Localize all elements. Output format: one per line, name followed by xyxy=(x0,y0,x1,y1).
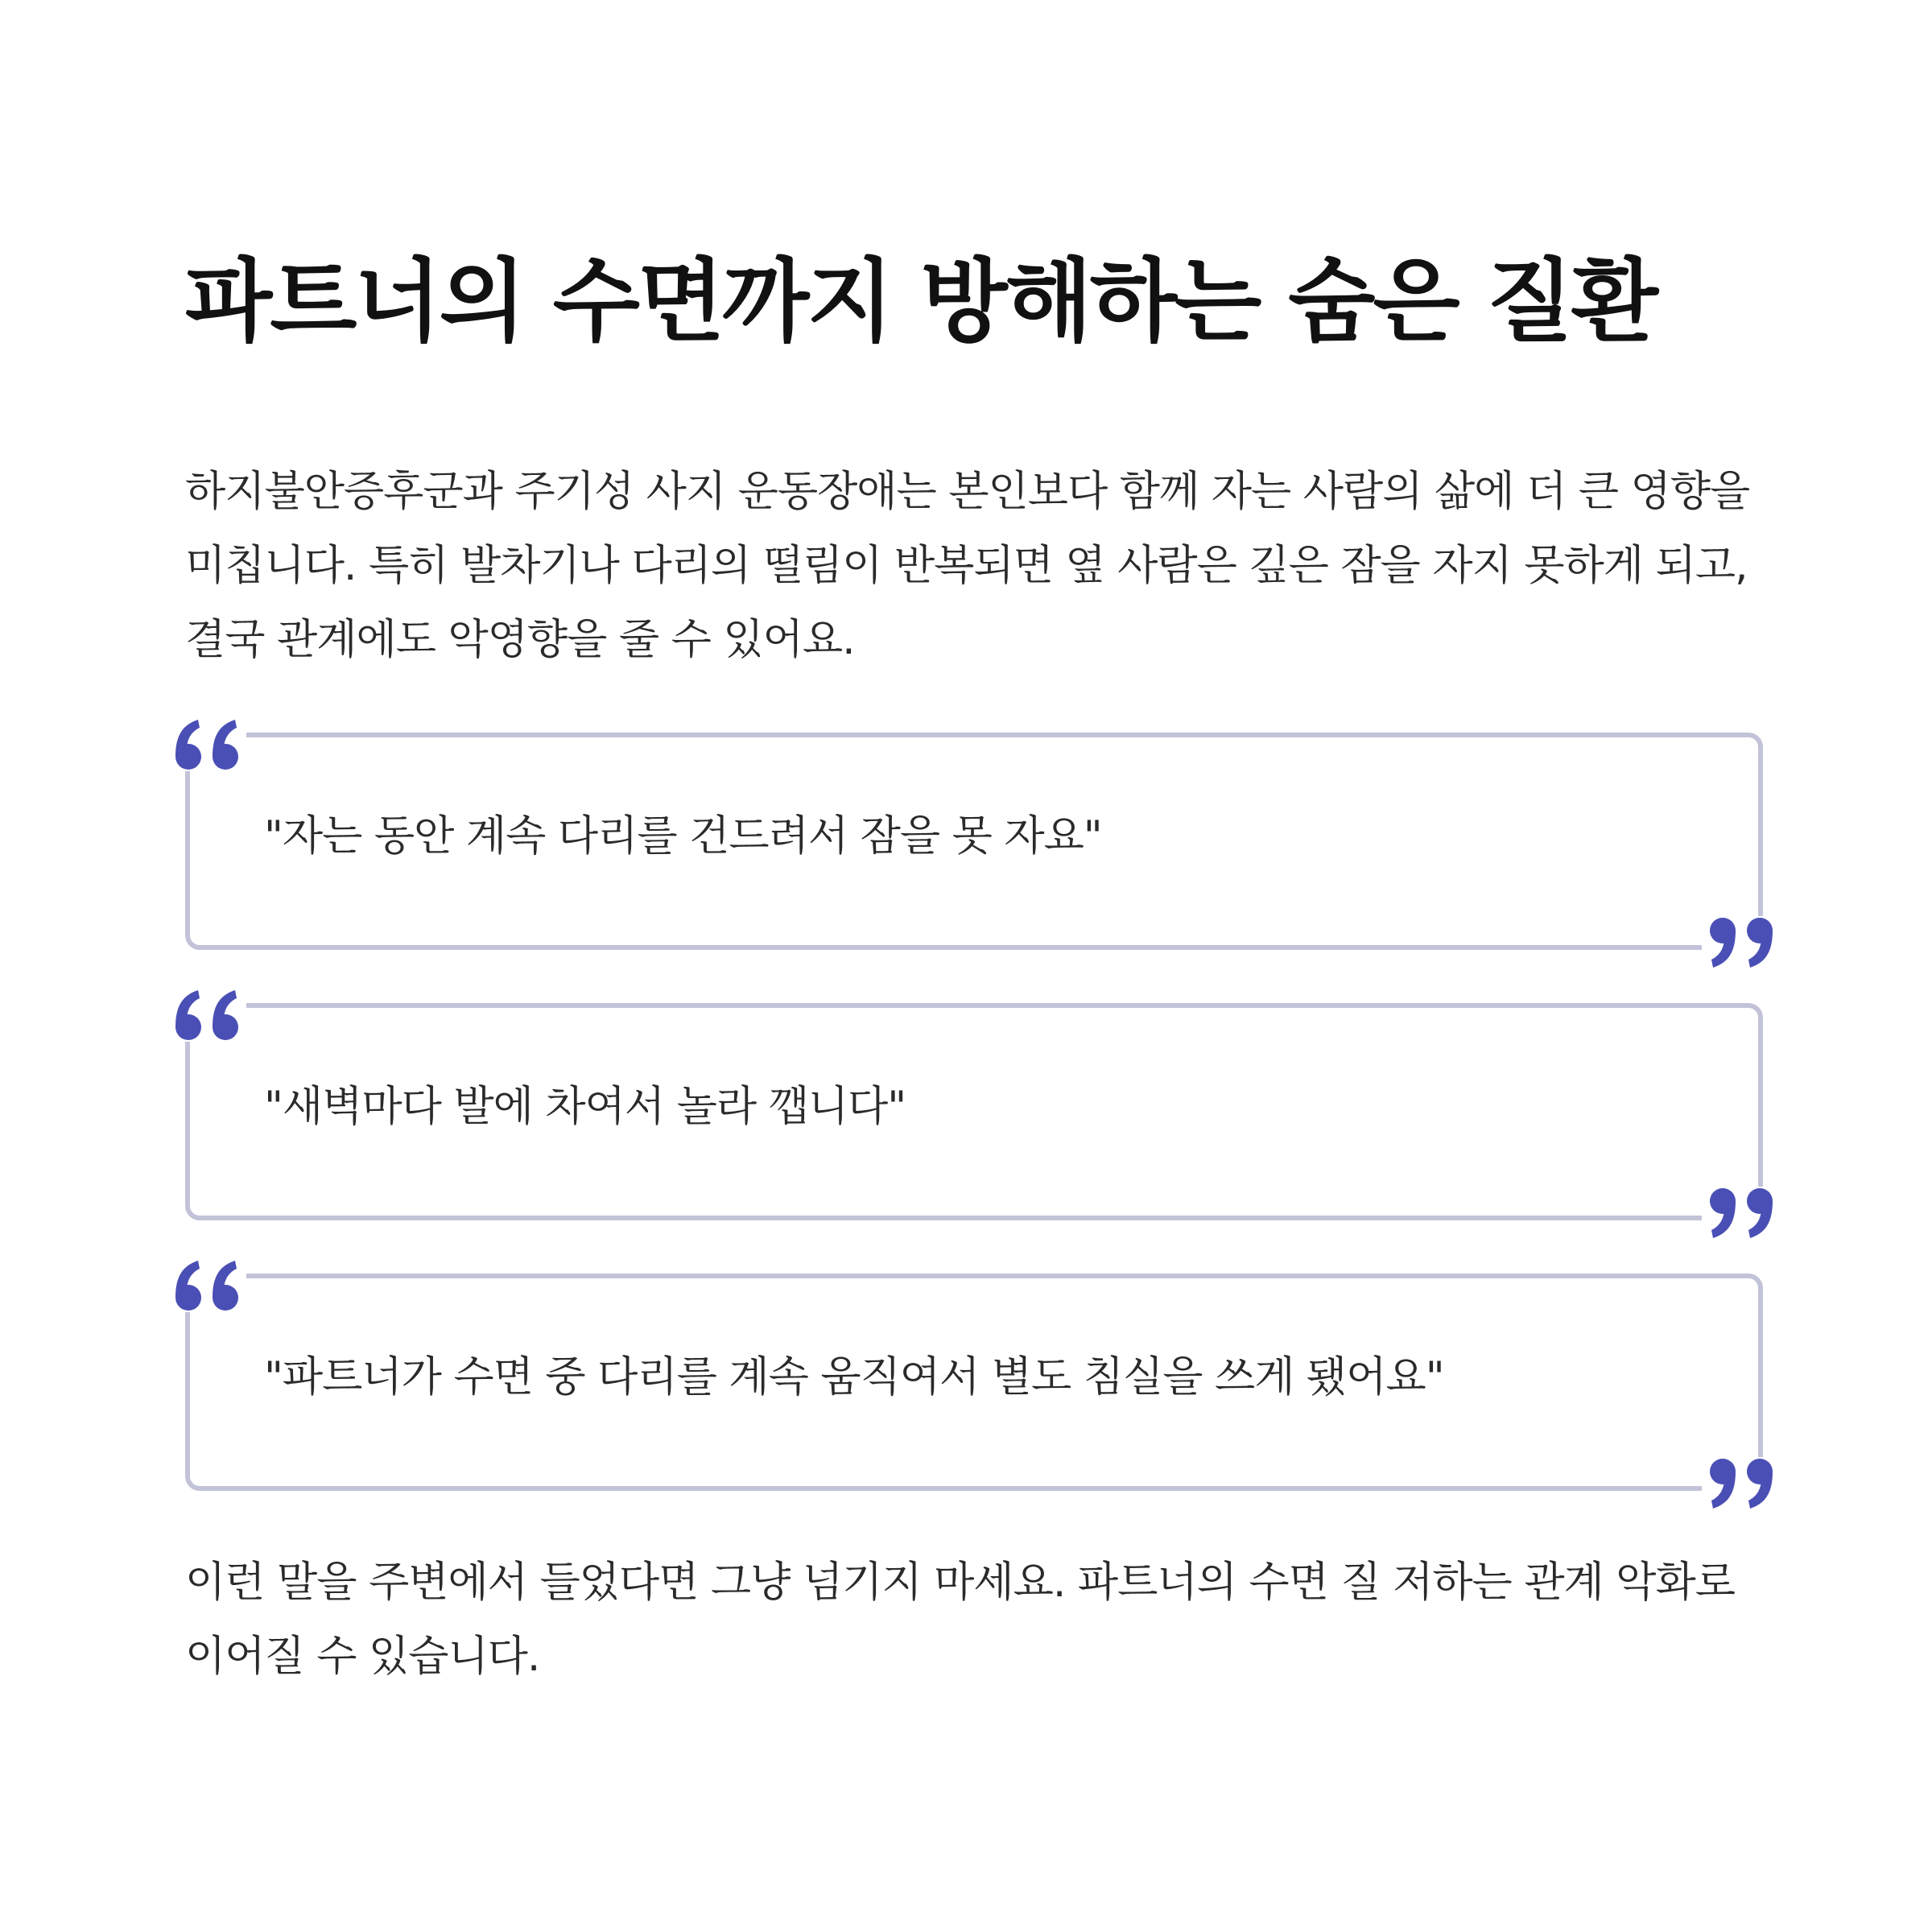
quote-box xyxy=(185,1274,1763,1491)
quote-box xyxy=(185,1003,1763,1220)
close-quote-icon xyxy=(1702,1187,1785,1243)
open-quote-icon xyxy=(163,985,246,1042)
open-quote-icon xyxy=(163,715,246,771)
quote-text: "파트너가 수면 중 다리를 계속 움직여서 별도 침실을 쓰게 됐어요" xyxy=(264,1353,1444,1402)
close-quote-icon xyxy=(1702,1457,1785,1513)
intro-paragraph: 하지불안증후군과 주기성 사지 운동장애는 본인보다 함께 자는 사람의 삶에 더 큰 영향을 미칩니다. 특히 발차기나 다리의 떨림이 반복되면 옆 사람은 깊은 잠을 자지 못하게 되고, 결국 관계에도 악영향을 줄 수 있어요. xyxy=(185,468,1750,664)
quote-text: "새벽마다 발에 차여서 놀라 깹니다" xyxy=(264,1083,906,1131)
open-quote-icon xyxy=(163,1256,246,1312)
quote-box xyxy=(185,733,1763,950)
page-title: 파트너의 수면까지 방해하는 숨은 질환 xyxy=(185,250,1657,354)
outro-paragraph: 이런 말을 주변에서 들었다면 그냥 넘기지 마세요. 파트너의 수면 질 저하는 관계 악화로 이어질 수 있습니다. xyxy=(185,1558,1736,1681)
quote-text: "자는 동안 계속 다리를 건드려서 잠을 못 자요" xyxy=(264,812,1102,861)
close-quote-icon xyxy=(1702,916,1785,972)
